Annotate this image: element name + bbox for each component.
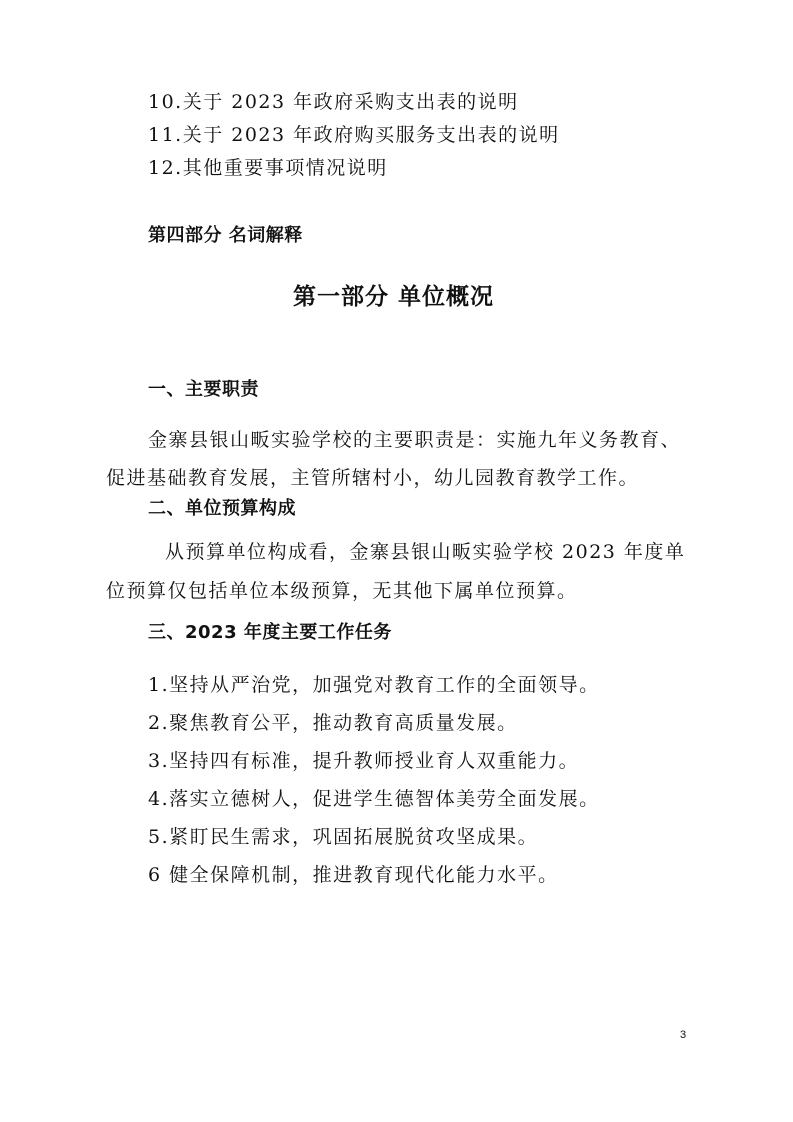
task-item: 1.坚持从严治党，加强党对教育工作的全面领导。 <box>148 674 600 696</box>
toc-item-10: 10.关于 2023 年政府采购支出表的说明 <box>148 91 519 113</box>
task-item: 5.紧盯民生需求，巩固拓展脱贫攻坚成果。 <box>148 826 539 848</box>
paragraph-line: 金寨县银山畈实验学校的主要职责是：实施九年义务教育、 <box>148 429 682 451</box>
paragraph-line: 促进基础教育发展，主管所辖村小，幼儿园教育教学工作。 <box>106 467 640 489</box>
toc-item-12: 12.其他重要事项情况说明 <box>148 157 388 179</box>
task-item: 4.落实立德树人，促进学生德智体美劳全面发展。 <box>148 788 600 810</box>
task-item: 2.聚焦教育公平，推动教育高质量发展。 <box>148 712 518 734</box>
page-number: 3 <box>680 1029 687 1041</box>
section-heading-duties: 一、主要职责 <box>148 379 259 400</box>
toc-item-11: 11.关于 2023 年政府购买服务支出表的说明 <box>148 124 560 146</box>
paragraph-line: 位预算仅包括单位本级预算，无其他下属单位预算。 <box>106 580 578 602</box>
task-item: 6 健全保障机制，推进教育现代化能力水平。 <box>148 864 559 886</box>
toc-part4-heading: 第四部分 名词解释 <box>148 225 303 246</box>
paragraph-line: 从预算单位构成看，金寨县银山畈实验学校 2023 年度单 <box>165 541 686 563</box>
section-heading-tasks: 三、2023 年度主要工作任务 <box>148 622 392 643</box>
section-heading-budget: 二、单位预算构成 <box>148 498 296 519</box>
page-title: 第一部分 单位概况 <box>293 284 495 310</box>
task-item: 3.坚持四有标准，提升教师授业育人双重能力。 <box>148 750 580 772</box>
